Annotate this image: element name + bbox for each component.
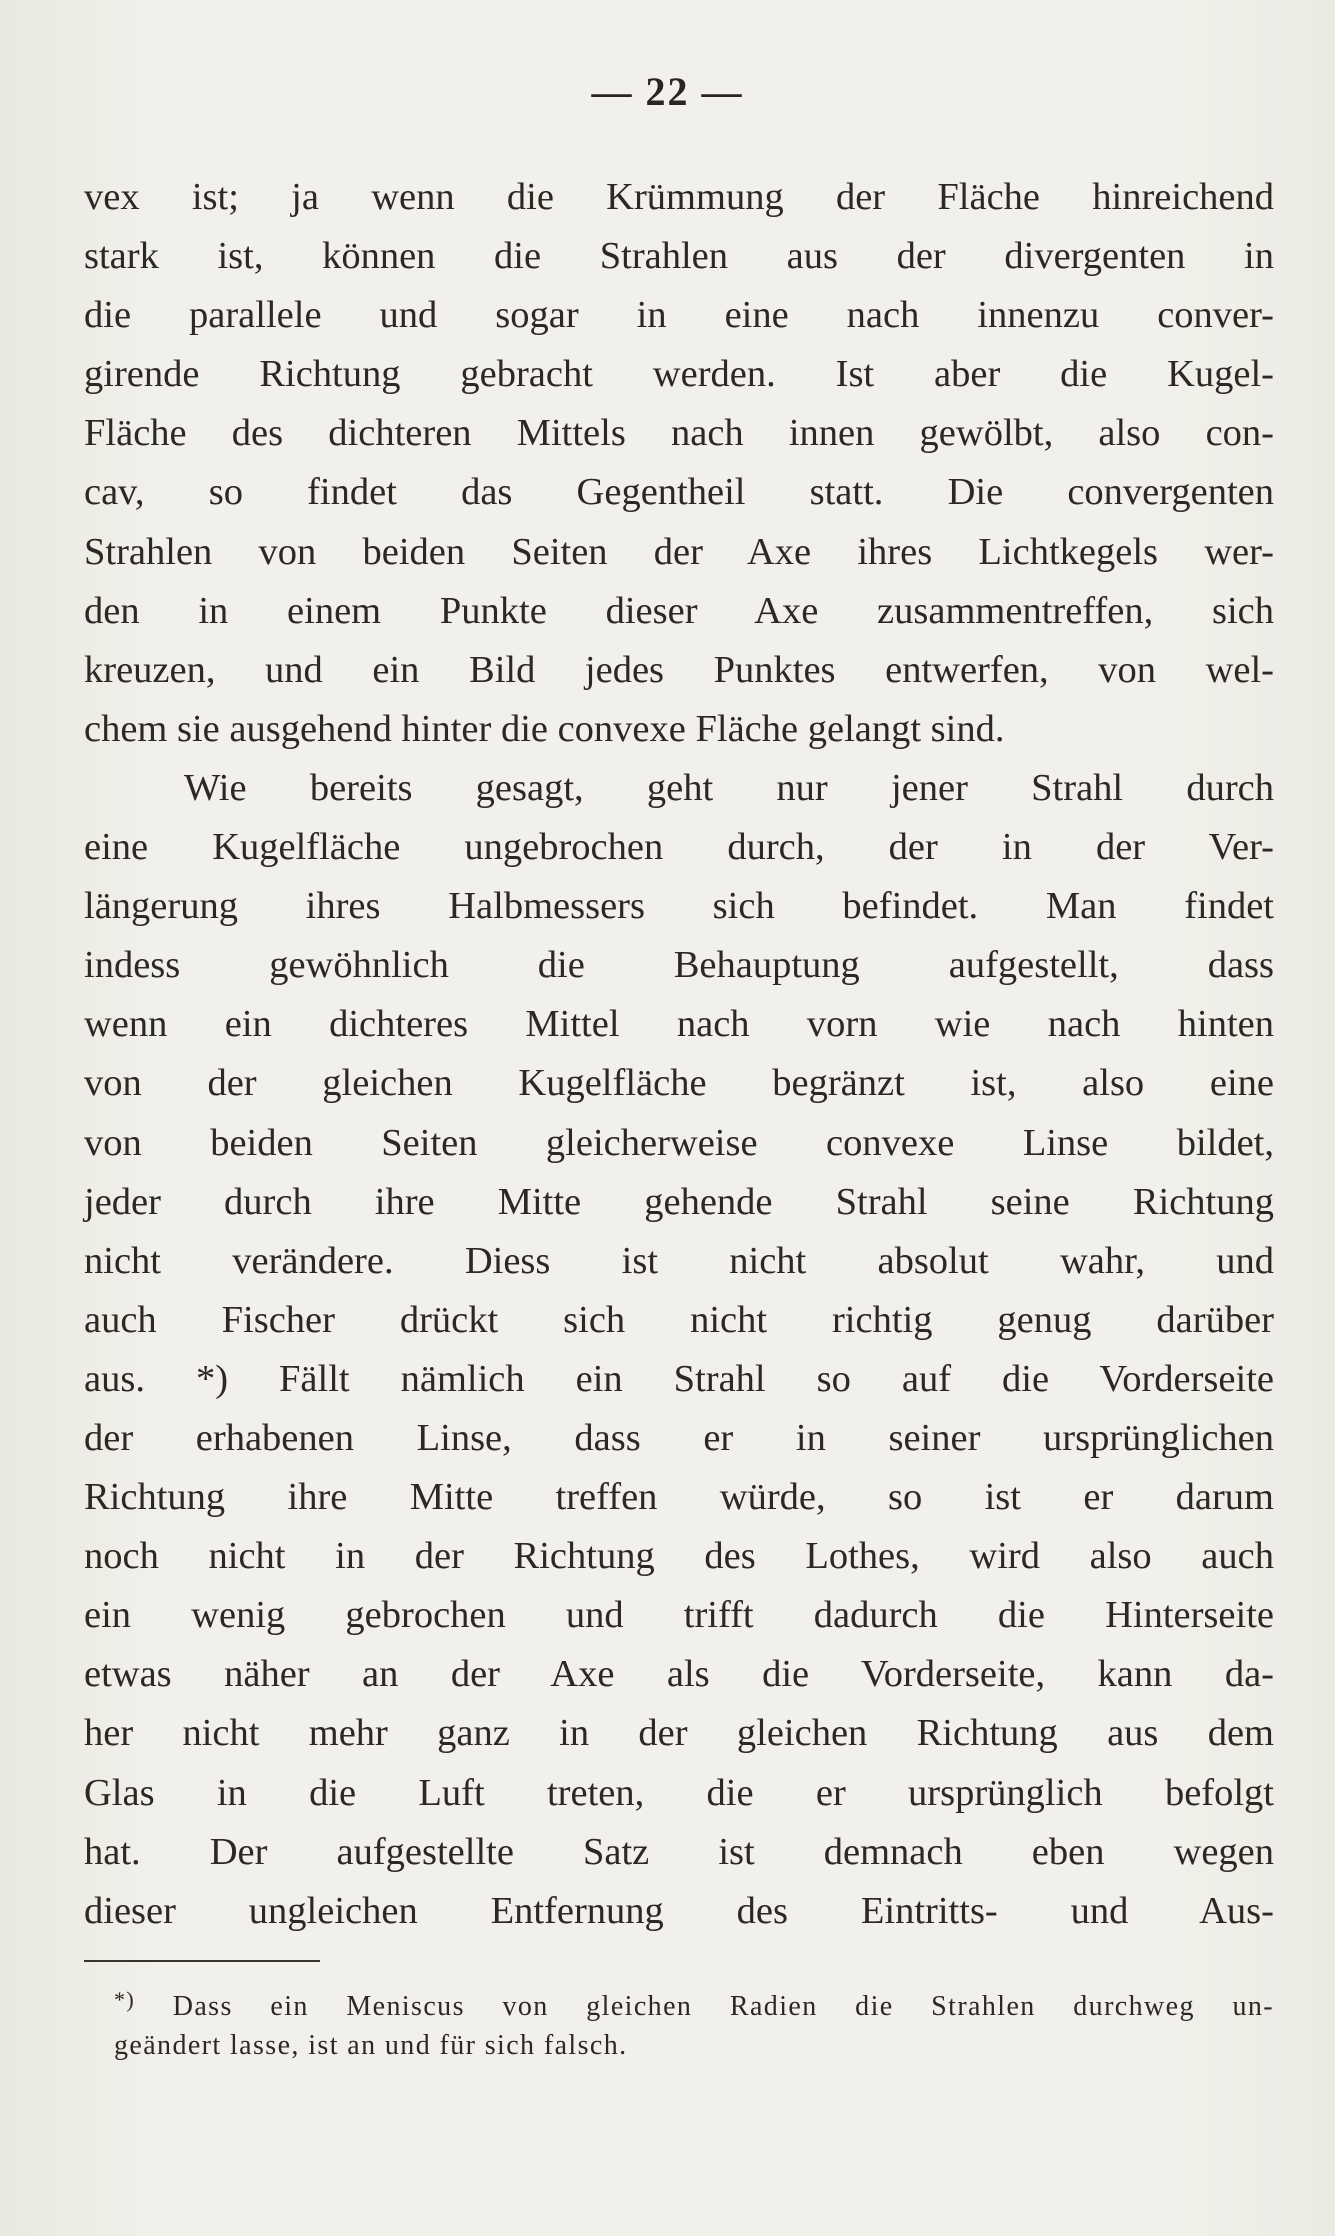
text-line: auch Fischer drückt sich nicht richtig genug darüber xyxy=(84,1298,1274,1341)
text-line: ein wenig gebrochen und trifft dadurch die Hinterseite xyxy=(84,1594,1274,1637)
text-line: Fläche des dichteren Mittels nach innen gewölbt, also con- xyxy=(84,412,1274,455)
text-line: von beiden Seiten gleicherweise convexe Linse bildet, xyxy=(84,1121,1274,1164)
footnote xyxy=(114,1977,1274,2069)
text-line: den in einem Punkte dieser Axe zusammentreffen, sich xyxy=(84,589,1274,632)
text-line: stark ist, können die Strahlen aus der divergenten in xyxy=(84,235,1274,278)
text-line-with-footnote-ref: aus. *) Fällt nämlich ein Strahl so auf die Vorderseite xyxy=(84,1357,1274,1400)
footnote-mark: *) xyxy=(114,1987,136,2012)
footnote-divider xyxy=(84,1960,320,1962)
text-line: noch nicht in der Richtung des Lothes, wird also auch xyxy=(84,1535,1274,1578)
text-line: die parallele und sogar in eine nach innenzu conver- xyxy=(84,294,1274,337)
text-line: cav, so findet das Gegentheil statt. Die convergenten xyxy=(84,471,1274,514)
text-line: indess gewöhnlich die Behauptung aufgestellt, dass xyxy=(84,944,1274,987)
text-line: dieser ungleichen Entfernung des Eintritts- und Aus- xyxy=(84,1889,1274,1932)
text-line: hat. Der aufgestellte Satz ist demnach eben wegen xyxy=(84,1830,1274,1873)
text-line: eine Kugelfläche ungebrochen durch, der in der Ver- xyxy=(84,826,1274,869)
text-line: nicht verändere. Diess ist nicht absolut wahr, und xyxy=(84,1239,1274,1282)
text-line: jeder durch ihre Mitte gehende Strahl seine Richtung xyxy=(84,1180,1274,1223)
paragraph-start-line: Wie bereits gesagt, geht nur jener Strahl durch xyxy=(184,766,1274,809)
footnote-line: geändert lasse, ist an und für sich falsch. xyxy=(114,2030,628,2061)
page-number: — 22 — xyxy=(591,69,744,114)
text-line: chem sie ausgehend hinter die convexe Fläche gelangt sind. xyxy=(84,707,1005,750)
body-text xyxy=(84,168,1274,1941)
text-line: von der gleichen Kugelfläche begränzt ist, also eine xyxy=(84,1062,1274,1105)
text-line: der erhabenen Linse, dass er in seiner ursprünglichen xyxy=(84,1416,1274,1459)
text-line: her nicht mehr ganz in der gleichen Richtung aus dem xyxy=(84,1712,1274,1755)
text-line: etwas näher an der Axe als die Vorderseite, kann da- xyxy=(84,1653,1274,1696)
text-line: Strahlen von beiden Seiten der Axe ihres Lichtkegels wer- xyxy=(84,530,1274,573)
text-line: kreuzen, und ein Bild jedes Punktes entwerfen, von wel- xyxy=(84,648,1274,691)
text-line: Glas in die Luft treten, die er ursprünglich befolgt xyxy=(84,1771,1274,1814)
text-line: girende Richtung gebracht werden. Ist aber die Kugel- xyxy=(84,353,1274,396)
text-line: Richtung ihre Mitte treffen würde, so ist er darum xyxy=(84,1476,1274,1519)
footnote-line xyxy=(114,1977,1274,2023)
text-line: längerung ihres Halbmessers sich befindet. Man findet xyxy=(84,885,1274,928)
text-line: wenn ein dichteres Mittel nach vorn wie nach hinten xyxy=(84,1003,1274,1046)
text-line: vex ist; ja wenn die Krümmung der Fläche hinreichend xyxy=(84,176,1274,218)
footnote-text: Dass ein Meniscus von gleichen Radien die Strahlen durchweg un- xyxy=(172,1991,1274,2022)
